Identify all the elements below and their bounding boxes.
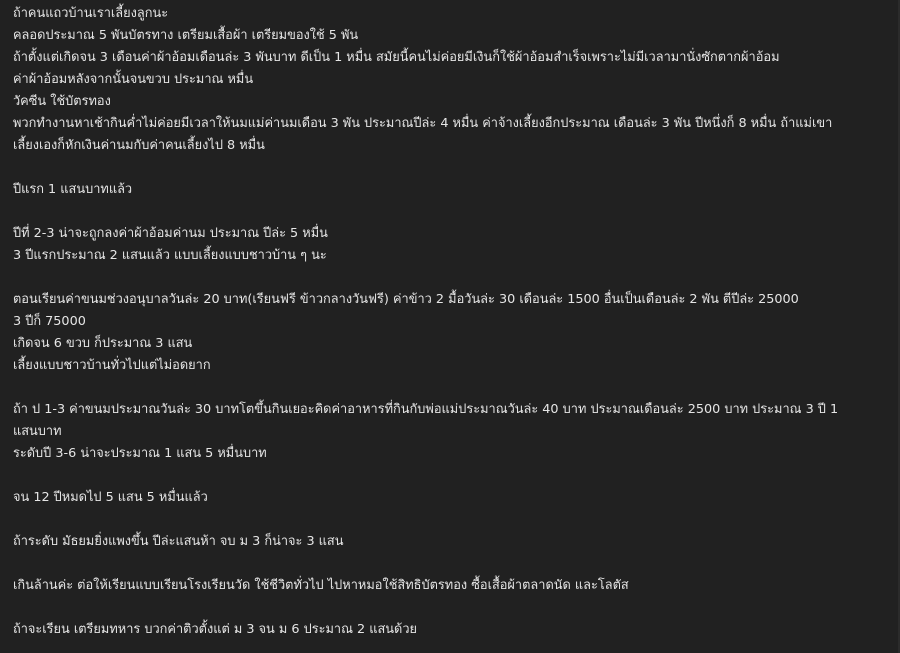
text-line: ค่าผ้าอ้อมหลังจากนั้นจนขวบ ประมาณ หมื่น [13, 72, 254, 87]
text-line: ปีแรก 1 แสนบาทแล้ว [13, 182, 133, 197]
text-line: เกินล้านค่ะ ต่อให้เรียนแบบเรียนโรงเรียนวัด ใช้ชีวิตทั่วไป ไปหาหมอใช้สิทธิบัตรทอง ซื้อเสื้อผ้าตลาดนัด และโลตัส [13, 578, 629, 593]
blank-line [13, 597, 888, 619]
text-line: วัคซีน ใช้บัตรทอง [13, 94, 111, 109]
text-line: เกิดจน 6 ขวบ ก็ประมาณ 3 แสน [13, 336, 193, 351]
blank-line [13, 553, 888, 575]
text-line: จน 12 ปีหมดไป 5 แสน 5 หมื่นแล้ว [13, 490, 208, 505]
text-line: ถ้าจะเรียน เตรียมทหาร บวกค่าติวตั้งแต่ ม 3 จน ม 6 ประมาณ 2 แสนด้วย [13, 622, 418, 637]
text-line: ถ้าระดับ มัธยมยิ่งแพงขึ้น ปีล่ะแสนห้า จบ ม 3 ก็น่าจะ 3 แสน [13, 534, 344, 549]
blank-line [13, 465, 888, 487]
text-line: พวกทำงานหาเช้ากินค่ำไม่ค่อยมีเวลาให้นมแม่ค่านมเดือน 3 พัน ประมาณปีล่ะ 4 หมื่น ค่าจ้างเลี้ยงอีกประมาณ เดือนล่ะ 3 พัน ปีหนึ่งก็ 8 หมื่น ถ้าแม่เขา [13, 116, 833, 131]
blank-line [13, 509, 888, 531]
text-line: ถ้า ป 1-3 ค่าขนมประมาณวันล่ะ 30 บาทโตขึ้นกินเยอะคิดค่าอาหารที่กินกับพ่อแม่ประมาณวันล่ะ 40 บาท ประมาณเดือนล่ะ 2500 บาท ประมาณ 3 ปี 1 [13, 402, 839, 417]
blank-line [13, 157, 888, 179]
text-line: 3 ปีแรกประมาณ 2 แสนแล้ว แบบเลี้ยงแบบชาวบ้าน ๆ นะ [13, 248, 327, 263]
text-line: ถ้าคนแถวบ้านเราเลี้ยงลูกนะ [13, 6, 169, 21]
text-line: ระดับปี 3-6 น่าจะประมาณ 1 แสน 5 หมื่นบาท [13, 446, 267, 461]
blank-line [13, 377, 888, 399]
text-line: ตอนเรียนค่าขนมช่วงอนุบาลวันล่ะ 20 บาท(เรียนฟรี ข้าวกลางวันฟรี) ค่าข้าว 2 มื้อวันล่ะ 30 เดือนล่ะ 1500 อื่นเป็นเดือนล่ะ 2 พัน ตีปีล่ะ 25000 [13, 292, 799, 307]
text-line: 3 ปีก็ 75000 [13, 314, 86, 329]
text-line: คลอดประมาณ 5 พันบัตรทาง เตรียมเสื้อผ้า เตรียมของใช้ 5 พัน [13, 28, 359, 43]
blank-line [13, 201, 888, 223]
text-line: เลี้ยงเองก็หักเงินค่านมกับค่าคนเลี้ยงไป 8 หมื่น [13, 138, 265, 153]
text-line: เลี้ยงแบบชาวบ้านทั่วไปแต่ไม่อดยาก [13, 358, 211, 373]
text-line: แสนบาท [13, 424, 62, 439]
text-line: ปีที่ 2-3 น่าจะถูกลงค่าผ้าอ้อมค่านม ประมาณ ปีล่ะ 5 หมื่น [13, 226, 328, 241]
text-line: ถ้าตั้งแต่เกิดจน 3 เดือนค่าผ้าอ้อมเดือนล่ะ 3 พันบาท ดีเป็น 1 หมื่น สมัยนี้คนไม่ค่อยมีเงินก็ใช้ผ้าอ้อมสำเร็จเพราะไม่มีเวลามานั่งซักตากผ้าอ้อม [13, 50, 780, 65]
blank-line [13, 267, 888, 289]
